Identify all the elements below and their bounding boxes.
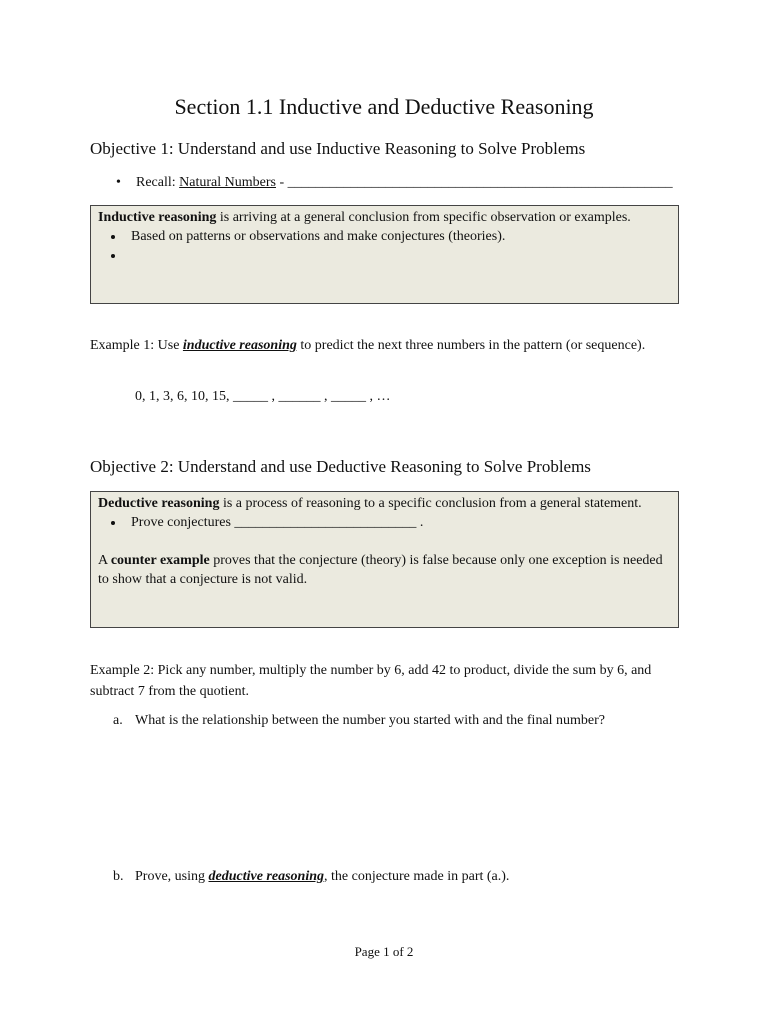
page-title: Section 1.1 Inductive and Deductive Reasoning [174, 94, 594, 119]
deductive-definition [98, 494, 671, 513]
recall-prefix: Recall: [136, 175, 180, 190]
inductive-definition [98, 208, 671, 227]
part-b-prefix: Prove, using [135, 869, 209, 884]
recall-term: Natural Numbers [179, 175, 276, 190]
example-1-sequence: 0, 1, 3, 6, 10, 15, _____ , ______ , _____ , … [135, 389, 391, 404]
part-b-term: deductive reasoning [208, 869, 324, 884]
page-footer: Page 1 of 2 [354, 944, 414, 959]
recall-blank: - _______________________________________________________ [275, 175, 673, 190]
inductive-bullet-2 [125, 246, 671, 265]
example-1-suffix: to predict the next three numbers in the pattern (or sequence). [296, 338, 646, 353]
counter-prefix: A [98, 553, 111, 568]
example-2-text: Example 2: Pick any number, multiply the number by 6, add 42 to product, divide the sum by 6, and subtract 7 from the quotient. [90, 663, 652, 699]
objective-2-heading: Objective 2: Understand and use Deductive Reasoning to Solve Problems [90, 457, 591, 476]
deductive-bullets [98, 513, 671, 532]
example-2-part-b [113, 869, 509, 885]
objective-1-heading: Objective 1: Understand and use Inductive Reasoning to Solve Problems [90, 139, 586, 158]
deductive-bullet: • Prove conjectures __________________________ . [125, 513, 671, 532]
inductive-term: Inductive reasoning [98, 210, 217, 225]
recall-line [116, 175, 673, 191]
deductive-definition-text: is a process of reasoning to a specific conclusion from a general statement. [219, 496, 642, 511]
counter-example-definition [98, 551, 671, 589]
inductive-reasoning-box [90, 205, 679, 304]
deductive-term: Deductive reasoning [98, 496, 220, 511]
part-b-label: b. [113, 869, 124, 884]
counter-text: proves that the conjecture (theory) is false because only one exception is needed to show that a conjecture is not valid. [98, 553, 663, 587]
example-2-part-a [113, 713, 605, 729]
inductive-bullet-1: • Based on patterns or observations and make conjectures (theories). [125, 227, 671, 246]
part-a-text: What is the relationship between the number you started with and the final number? [135, 713, 606, 728]
example-1-term: inductive reasoning [182, 338, 297, 353]
inductive-bullets [98, 227, 671, 265]
example-1-text [90, 335, 680, 356]
counter-term: counter example [110, 553, 210, 568]
deductive-reasoning-box [90, 491, 679, 628]
bullet-icon: • [116, 175, 121, 190]
part-a-label: a. [113, 713, 123, 728]
example-1-prefix: Example 1: Use [90, 338, 183, 353]
part-b-suffix: , the conjecture made in part (a.). [324, 869, 510, 884]
inductive-definition-text: is arriving at a general conclusion from specific observation or examples. [216, 210, 631, 225]
